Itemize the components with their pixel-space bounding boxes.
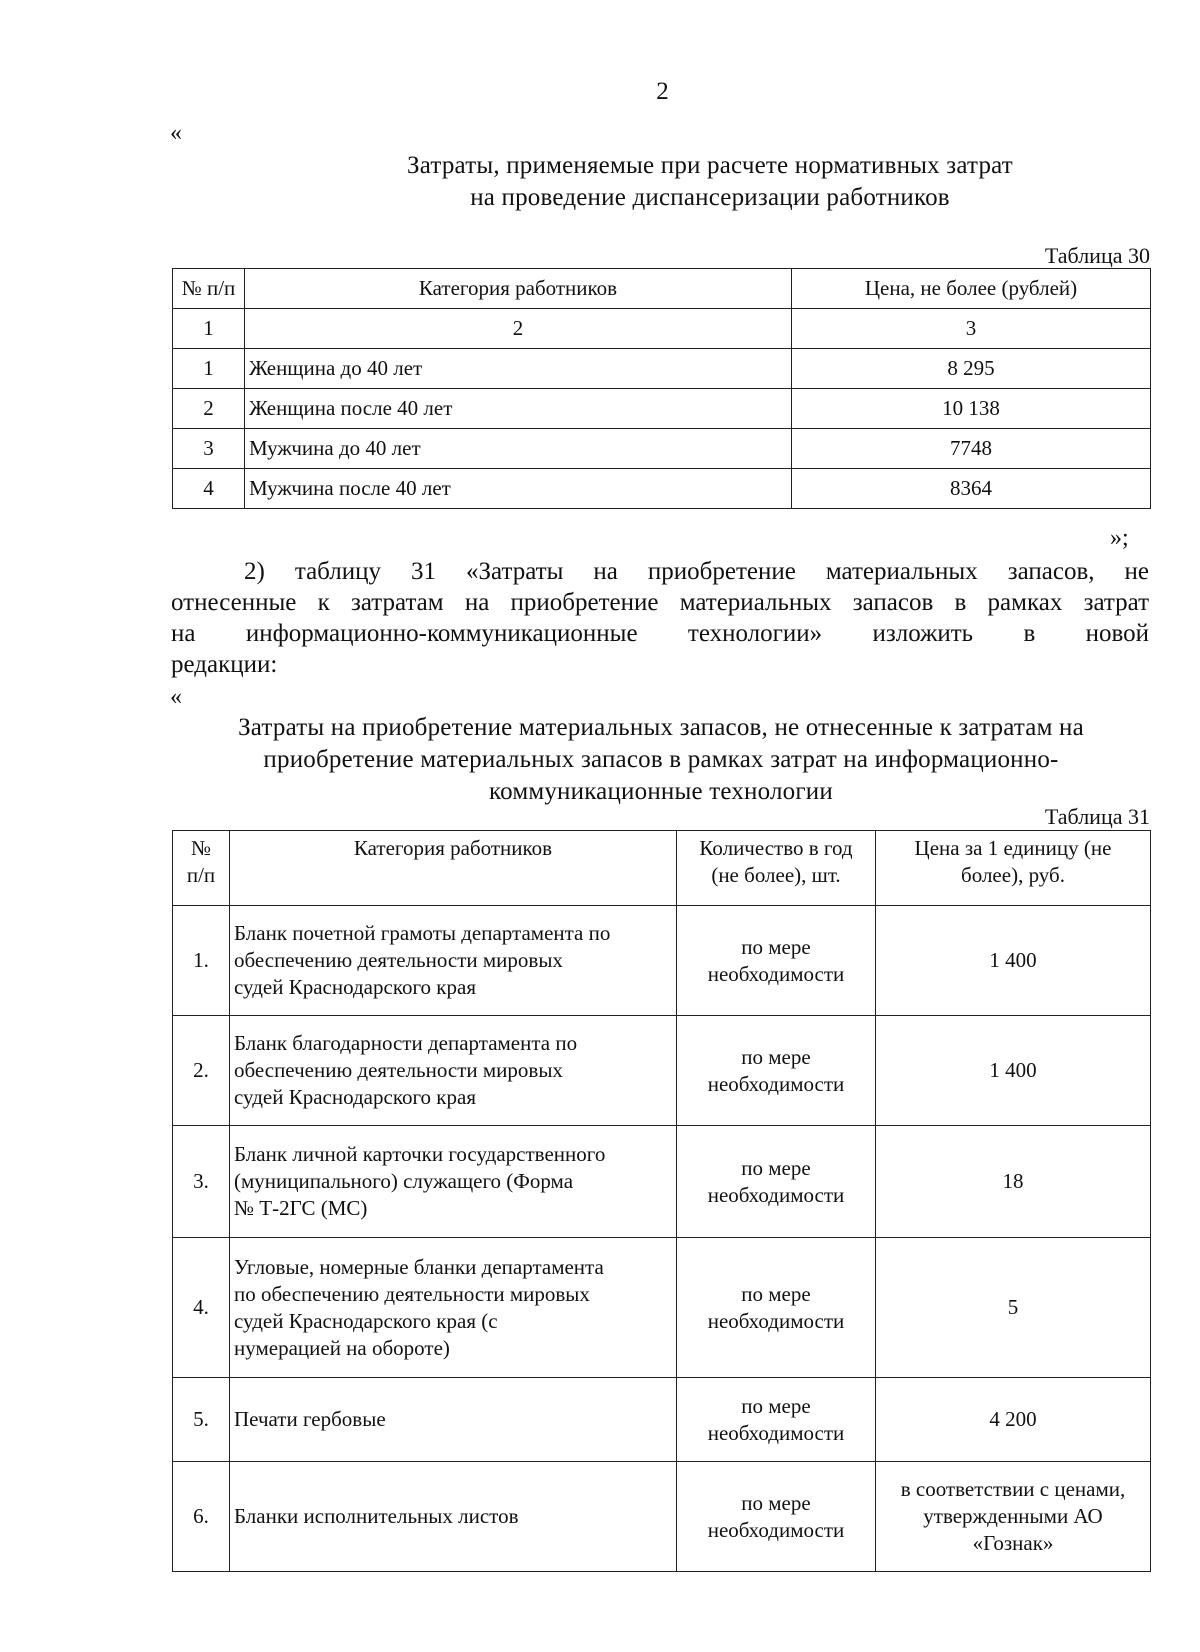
row-price: 4 200: [876, 1378, 1151, 1462]
row-number: 6.: [173, 1462, 230, 1572]
row-category: [230, 1126, 677, 1238]
opening-quote: «: [170, 120, 182, 146]
category-line: по обеспечению деятельности мировых: [234, 1281, 590, 1306]
table-row: [173, 429, 1151, 469]
row-qty: [677, 1126, 876, 1238]
table-row: [173, 1462, 1151, 1572]
table30: [172, 268, 1151, 509]
row-qty: [677, 906, 876, 1016]
qty-line: необходимости: [707, 1517, 845, 1542]
category-line: Бланк почетной грамоты департамента по: [234, 921, 611, 945]
table-row: [173, 349, 1151, 389]
opening-quote: «: [170, 684, 182, 710]
row-qty: [677, 1378, 876, 1462]
header-text: (не более), шт.: [711, 863, 841, 887]
table-row: [173, 1238, 1151, 1378]
table30-caption: Таблица 30: [1044, 243, 1150, 268]
row-qty: [677, 1016, 876, 1126]
category-line: № Т-2ГС (МС): [234, 1196, 368, 1220]
category-line: обеспечению деятельности мировых: [234, 948, 563, 972]
row-number: 3.: [173, 1126, 230, 1238]
table31-header-row: [173, 831, 1151, 906]
category-line: судей Краснодарского края: [234, 975, 476, 999]
qty-line: по мере: [741, 934, 811, 959]
table-row: [173, 906, 1151, 1016]
row-price: 1 400: [876, 906, 1151, 1016]
header-text: п/п: [186, 863, 216, 887]
table30-title-line1: Затраты, применяемые при расчете нормативных затрат: [407, 152, 1013, 179]
category-line: судей Краснодарского края (с: [234, 1308, 498, 1333]
row-price: [876, 1462, 1151, 1572]
row-category: [230, 1462, 677, 1572]
table-row: [173, 1126, 1151, 1238]
row-number: 3: [173, 429, 245, 469]
row-price: 10 138: [792, 389, 1151, 429]
paragraph-line: отнесенные к затратам на приобретение материальных запасов в рамках затрат: [171, 589, 1149, 616]
header-text: более), руб.: [961, 863, 1065, 887]
table30-title-line2: на проведение диспансеризации работников: [470, 184, 950, 211]
row-category: Женщина до 40 лет: [245, 349, 792, 389]
header-text: Цена за 1 единицу (не: [914, 836, 1112, 860]
row-price: 5: [876, 1238, 1151, 1378]
qty-line: по мере: [741, 1281, 811, 1306]
category-line: судей Краснодарского края: [234, 1085, 476, 1109]
category-line: обеспечению деятельности мировых: [234, 1058, 563, 1082]
table30-header-category: Категория работников: [245, 269, 792, 309]
row-qty: [677, 1238, 876, 1378]
price-line: в соответствии с ценами,: [900, 1477, 1126, 1501]
table30-header-row: [173, 269, 1151, 309]
row-number: 4: [173, 469, 245, 509]
paragraph-line: на информационно-коммуникационные технологии» изложить в новой: [171, 620, 1149, 647]
table31-header-number: [173, 831, 230, 906]
row-category: [230, 1378, 677, 1462]
table31-title-line2: приобретение материальных запасов в рамках затрат на информационно-: [263, 746, 1059, 773]
row-price: 18: [876, 1126, 1151, 1238]
price-line: утвержденными АО: [923, 1504, 1103, 1528]
qty-line: необходимости: [707, 1182, 845, 1207]
qty-line: необходимости: [707, 1308, 845, 1333]
row-category: [230, 1016, 677, 1126]
row-category: [230, 1238, 677, 1378]
table30-colnum-row: [173, 309, 1151, 349]
row-price: 8 295: [792, 349, 1151, 389]
table-row: [173, 1016, 1151, 1126]
header-text: Количество в год: [699, 836, 853, 860]
row-price: 7748: [792, 429, 1151, 469]
header-text: №: [190, 836, 212, 860]
row-price: 8364: [792, 469, 1151, 509]
table-row: [173, 389, 1151, 429]
table30-header-number: № п/п: [173, 269, 245, 309]
table31-caption: Таблица 31: [1044, 804, 1150, 829]
table-row: [173, 1378, 1151, 1462]
row-qty: [677, 1462, 876, 1572]
row-category: [230, 906, 677, 1016]
table31-title-line3: коммуникационные технологии: [489, 778, 833, 805]
table30-title: [260, 150, 1160, 214]
table31-header-price: [876, 831, 1151, 906]
table31-header-category: Категория работников: [230, 831, 677, 906]
qty-line: по мере: [741, 1490, 811, 1515]
category-line: (муниципального) служащего (Форма: [234, 1169, 574, 1193]
row-number: 5.: [173, 1378, 230, 1462]
row-category: Мужчина после 40 лет: [245, 469, 792, 509]
category-line: нумерацией на обороте): [234, 1335, 450, 1360]
paragraph-line: редакции:: [171, 651, 278, 678]
table30-colnum: 2: [245, 309, 792, 349]
qty-line: необходимости: [707, 1420, 845, 1445]
qty-line: по мере: [741, 1155, 811, 1180]
qty-line: необходимости: [707, 961, 845, 986]
table-row: [173, 469, 1151, 509]
category-line: Печати гербовые: [234, 1407, 386, 1431]
row-category: Мужчина до 40 лет: [245, 429, 792, 469]
row-number: 2.: [173, 1016, 230, 1126]
row-number: 1: [173, 349, 245, 389]
row-number: 1.: [173, 906, 230, 1016]
table30-colnum: 1: [173, 309, 245, 349]
category-line: Бланки исполнительных листов: [234, 1504, 519, 1528]
row-number: 2: [173, 389, 245, 429]
qty-line: по мере: [741, 1393, 811, 1418]
category-line: Бланк благодарности департамента по: [234, 1031, 578, 1055]
category-line: Угловые, номерные бланки департамента: [234, 1254, 604, 1279]
closing-quote: »;: [1110, 525, 1129, 551]
qty-line: по мере: [741, 1044, 811, 1069]
table31-header-qty: [677, 831, 876, 906]
page-number: 2: [656, 78, 669, 105]
category-line: Бланк личной карточки государственного: [234, 1142, 606, 1166]
instruction-paragraph: [171, 556, 1149, 680]
table31-title-line1: Затраты на приобретение материальных запасов, не отнесенные к затратам на: [238, 714, 1084, 741]
qty-line: необходимости: [707, 1071, 845, 1096]
row-price: 1 400: [876, 1016, 1151, 1126]
price-line: «Гознак»: [972, 1531, 1054, 1555]
table31-title: [172, 712, 1150, 808]
row-category: Женщина после 40 лет: [245, 389, 792, 429]
table31: [172, 830, 1151, 1572]
table30-colnum: 3: [792, 309, 1151, 349]
table30-header-price: Цена, не более (рублей): [792, 269, 1151, 309]
row-number: 4.: [173, 1238, 230, 1378]
paragraph-line: 2) таблицу 31 «Затраты на приобретение материальных запасов, не: [244, 558, 1149, 585]
